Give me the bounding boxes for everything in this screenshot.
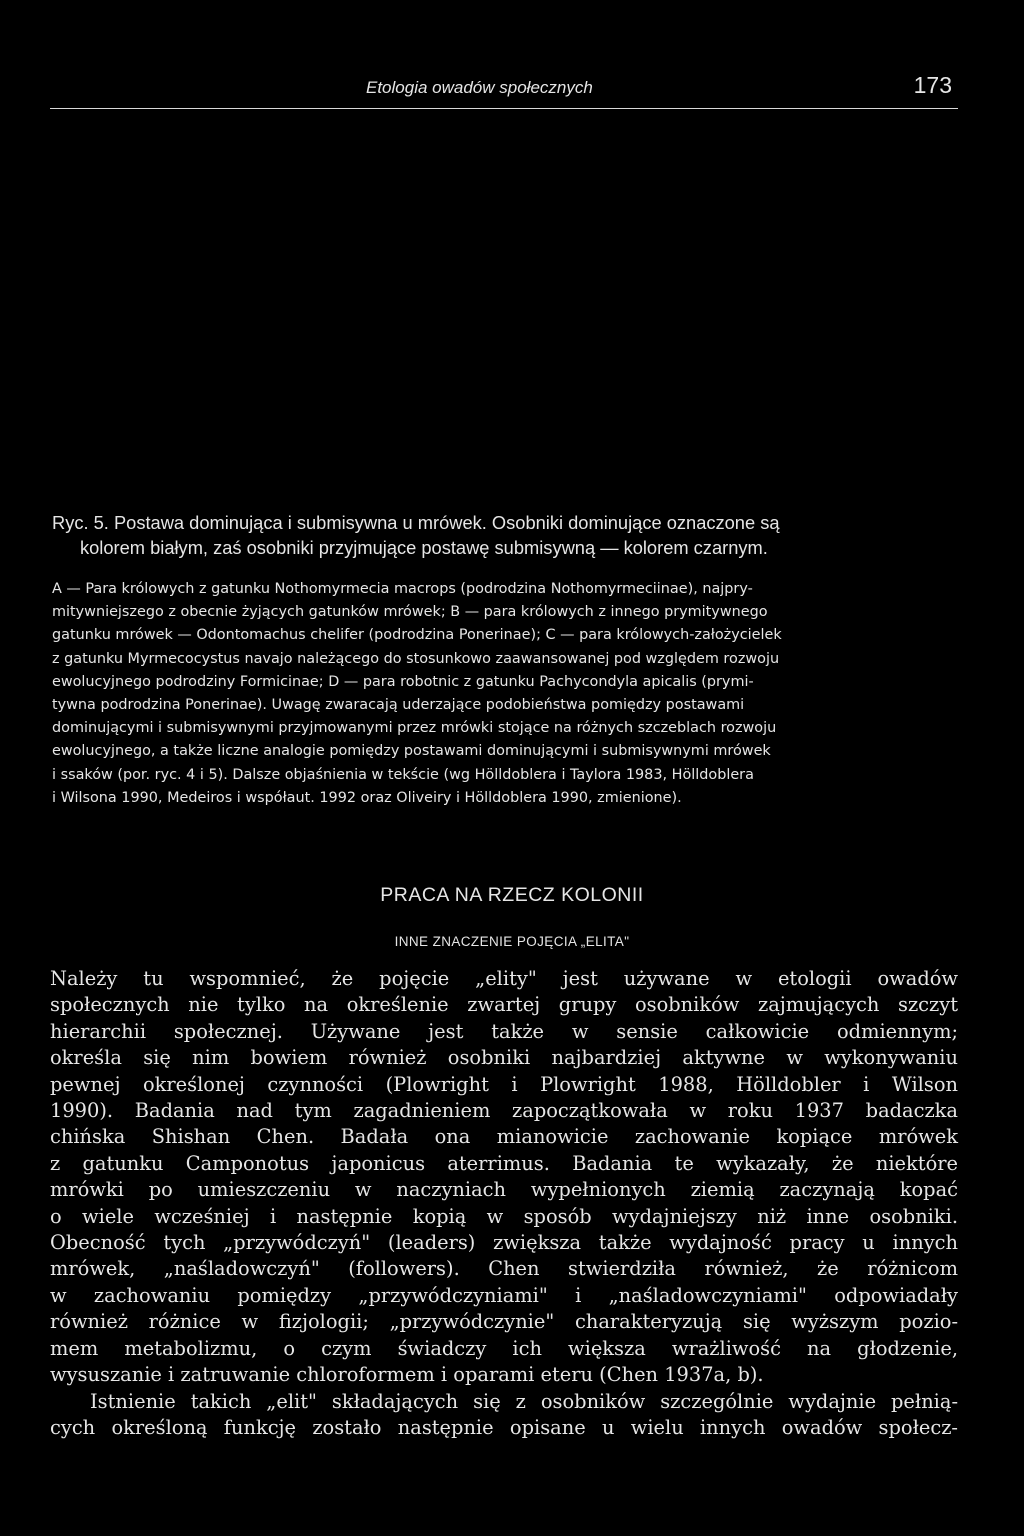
body-line: pewnej określonej czynności (Plowright i Plowright 1988, Hölldobler i Wilson bbox=[50, 1072, 958, 1096]
figure-caption-title bbox=[52, 510, 957, 560]
caption-line-1: Ryc. 5. Postawa dominująca i submisywna u mrówek. Osobniki dominujące oznaczone są bbox=[52, 512, 780, 533]
running-header-title: Etologia owadów społecznych bbox=[366, 78, 593, 97]
figure-caption-body bbox=[52, 578, 957, 810]
body-line: wysuszanie i zatruwanie chloroformem i oparami eteru (Chen 1937a, b). bbox=[50, 1363, 764, 1387]
body-line: Obecność tych „przywódczyń" (leaders) zwiększa także wydajność pracy u innych bbox=[50, 1231, 958, 1255]
body-line: mrówki po umieszczeniu w naczyniach wypełnionych ziemią zaczynają kopać bbox=[50, 1178, 958, 1202]
body-line: również różnice w fizjologii; „przywódczynie" charakteryzują się wyższym pozio- bbox=[50, 1310, 958, 1334]
caption-body-line: tywna podrodzina Ponerinae). Uwagę zwaracają uderzające podobieństwa pomiędzy postawami bbox=[52, 697, 745, 714]
body-line: w zachowaniu pomiędzy „przywódczyniami" i „naśladowczyniami" odpowiadały bbox=[50, 1283, 958, 1307]
body-line: mrówek, „naśladowczyń" (followers). Chen stwierdziła również, że różnicom bbox=[50, 1257, 958, 1281]
body-line: chińska Shishan Chen. Badała ona mianowicie zachowanie kopiące mrówek bbox=[50, 1125, 958, 1149]
page-number: 173 bbox=[913, 72, 952, 98]
caption-body-line: ewolucyjnego, a także liczne analogie pomiędzy postawami dominującymi i submisywnymi mrówek bbox=[52, 743, 771, 760]
body-line: mem metabolizmu, o czym świadczy ich większa wrażliwość na głodzenie, bbox=[50, 1336, 958, 1360]
body-line: określa się nim bowiem również osobniki najbardziej aktywne w wykonywaniu bbox=[50, 1046, 958, 1070]
body-text bbox=[50, 966, 958, 1441]
caption-body-line: gatunku mrówek — Odontomachus chelifer (podrodzina Ponerinae); C — para królowych-założycielek bbox=[52, 627, 782, 644]
caption-body-line: dominującymi i submisywnymi przyjmowanymi przez mrówki stojące na różnych szczeblach rozwoju bbox=[52, 720, 777, 737]
caption-body-line: ewolucyjnego podrodziny Formicinae; D — para robotnic z gatunku Pachycondyla apicalis (prymi- bbox=[52, 673, 754, 690]
body-line: hierarchii społecznej. Używane jest także w sensie całkowicie odmiennym; bbox=[50, 1019, 958, 1043]
caption-body-line: i Wilsona 1990, Medeiros i współaut. 1992 oraz Oliveiry i Hölldoblera 1990, zmienione). bbox=[52, 789, 682, 806]
caption-body-line: A — Para królowych z gatunku Nothomyrmecia macrops (podrodzina Nothomyrmeciinae), najpry- bbox=[52, 581, 753, 597]
figure-image-area bbox=[50, 120, 958, 500]
body-line: 1990). Badania nad tym zagadnieniem zapoczątkowała w roku 1937 badaczka bbox=[50, 1099, 958, 1123]
caption-line-2: kolorem białym, zaś osobniki przyjmujące postawę submisywną — kolorem czarnym. bbox=[80, 537, 768, 558]
caption-body-line: i ssaków (por. ryc. 4 i 5). Dalsze objaśnienia w tekście (wg Hölldoblera i Taylora 1983, Hölldoblera bbox=[52, 766, 754, 783]
caption-body-line: z gatunku Myrmecocystus navajo należącego do stosunkowo zaawansowanej pod względem rozwoju bbox=[52, 650, 780, 667]
caption-body-line: mitywniejszego z obecnie żyjących gatunków mrówek; B — para królowych z innego prymitywnego bbox=[52, 604, 768, 621]
body-line: Należy tu wspomnieć, że pojęcie „elity" jest używane w etologii owadów bbox=[50, 967, 958, 990]
body-line: cych określoną funkcję zostało następnie opisane u wielu innych owadów społecz- bbox=[50, 1415, 958, 1439]
body-line: o wiele wcześniej i następnie kopią w sposób wydajniejszy niż inne osobniki. bbox=[50, 1204, 958, 1228]
subsection-heading: INNE ZNACZENIE POJĘCIA „ELITA" bbox=[394, 934, 630, 949]
page-header bbox=[50, 72, 958, 109]
section-heading: PRACA NA RZECZ KOLONII bbox=[380, 884, 644, 906]
body-line: społecznych nie tylko na określenie zwartej grupy osobników zajmujących szczyt bbox=[50, 993, 958, 1017]
body-line: z gatunku Camponotus japonicus aterrimus. Badania te wykazały, że niektóre bbox=[50, 1151, 958, 1175]
body-line: Istnienie takich „elit" składających się z osobników szczególnie wydajnie pełnią- bbox=[90, 1389, 958, 1413]
